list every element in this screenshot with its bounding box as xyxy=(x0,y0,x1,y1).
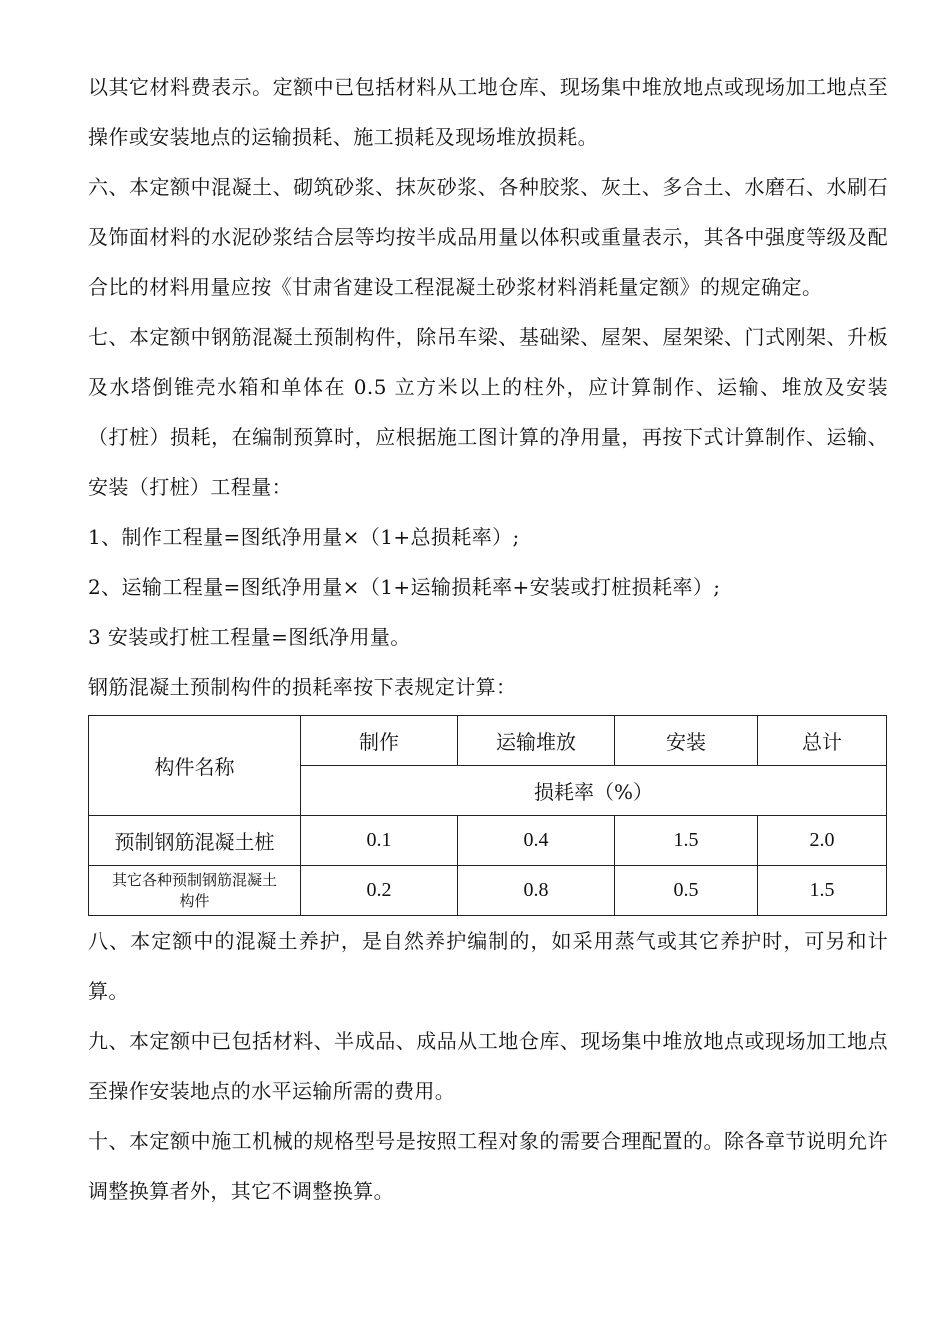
formula-production: 1、制作工程量=图纸净用量×（1+总损耗率）; xyxy=(88,525,520,549)
cell-value: 1.5 xyxy=(758,866,887,916)
table-header-row xyxy=(89,716,887,766)
table-intro: 钢筋混凝土预制构件的损耗率按下表规定计算： xyxy=(88,675,517,699)
paragraph-six: 六、本定额中混凝土、砌筑砂浆、抹灰砂浆、各种胶浆、灰土、多合土、水磨石、水刷石及饰面材料的水泥砂浆结合层等均按半成品用量以体积或重量表示，其各中强度等级及配合比的材料用量应按《甘肃省建设工程混凝土砂浆材料消耗量定额》的规定确定。 xyxy=(88,175,888,299)
header-component-name: 构件名称 xyxy=(89,716,301,816)
header-installation: 安装 xyxy=(615,716,758,766)
loss-rate-table xyxy=(88,715,887,916)
header-transport-stacking: 运输堆放 xyxy=(458,716,615,766)
row-name-other-components xyxy=(89,866,301,916)
formula-installation: 3 安装或打桩工程量=图纸净用量。 xyxy=(88,625,411,649)
paragraph-ten: 十、本定额中施工机械的规格型号是按照工程对象的需要合理配置的。除各章节说明允许调整换算者外，其它不调整换算。 xyxy=(88,1129,888,1203)
cell-value: 2.0 xyxy=(758,816,887,866)
cell-value: 0.8 xyxy=(458,866,615,916)
document-page xyxy=(88,62,888,1216)
header-production: 制作 xyxy=(301,716,458,766)
cell-value: 0.1 xyxy=(301,816,458,866)
paragraph-eight: 八、本定额中的混凝土养护，是自然养护编制的，如采用蒸气或其它养护时，可另和计算。 xyxy=(88,929,888,1003)
cell-value: 1.5 xyxy=(615,816,758,866)
header-loss-rate-unit: 损耗率（%） xyxy=(301,766,887,816)
cell-value: 0.4 xyxy=(458,816,615,866)
row-name-line-2: 构件 xyxy=(179,891,210,910)
table-row xyxy=(89,816,887,866)
table-row xyxy=(89,866,887,916)
paragraph-material-cost: 以其它材料费表示。定额中已包括材料从工地仓库、现场集中堆放地点或现场加工地点至操作或安装地点的运输损耗、施工损耗及现场堆放损耗。 xyxy=(88,75,888,149)
paragraph-seven: 七、本定额中钢筋混凝土预制构件，除吊车梁、基础梁、屋架、屋架梁、门式刚架、升板及水塔倒锥壳水箱和单体在 0.5 立方米以上的柱外，应计算制作、运输、堆放及安装（打桩）损耗，在编制预算时，应根据施工图计算的净用量，再按下式计算制作、运输、安装（打桩）工程量： xyxy=(88,325,888,499)
cell-value: 0.2 xyxy=(301,866,458,916)
paragraph-nine: 九、本定额中已包括材料、半成品、成品从工地仓库、现场集中堆放地点或现场加工地点至操作安装地点的水平运输所需的费用。 xyxy=(88,1029,888,1103)
row-name-pile: 预制钢筋混凝土桩 xyxy=(89,816,301,866)
cell-value: 0.5 xyxy=(615,866,758,916)
formula-transport: 2、运输工程量=图纸净用量×（1+运输损耗率+安装或打桩损耗率）; xyxy=(88,575,721,599)
header-total: 总计 xyxy=(758,716,887,766)
row-name-line-1: 其它各种预制钢筋混凝土 xyxy=(111,870,277,889)
